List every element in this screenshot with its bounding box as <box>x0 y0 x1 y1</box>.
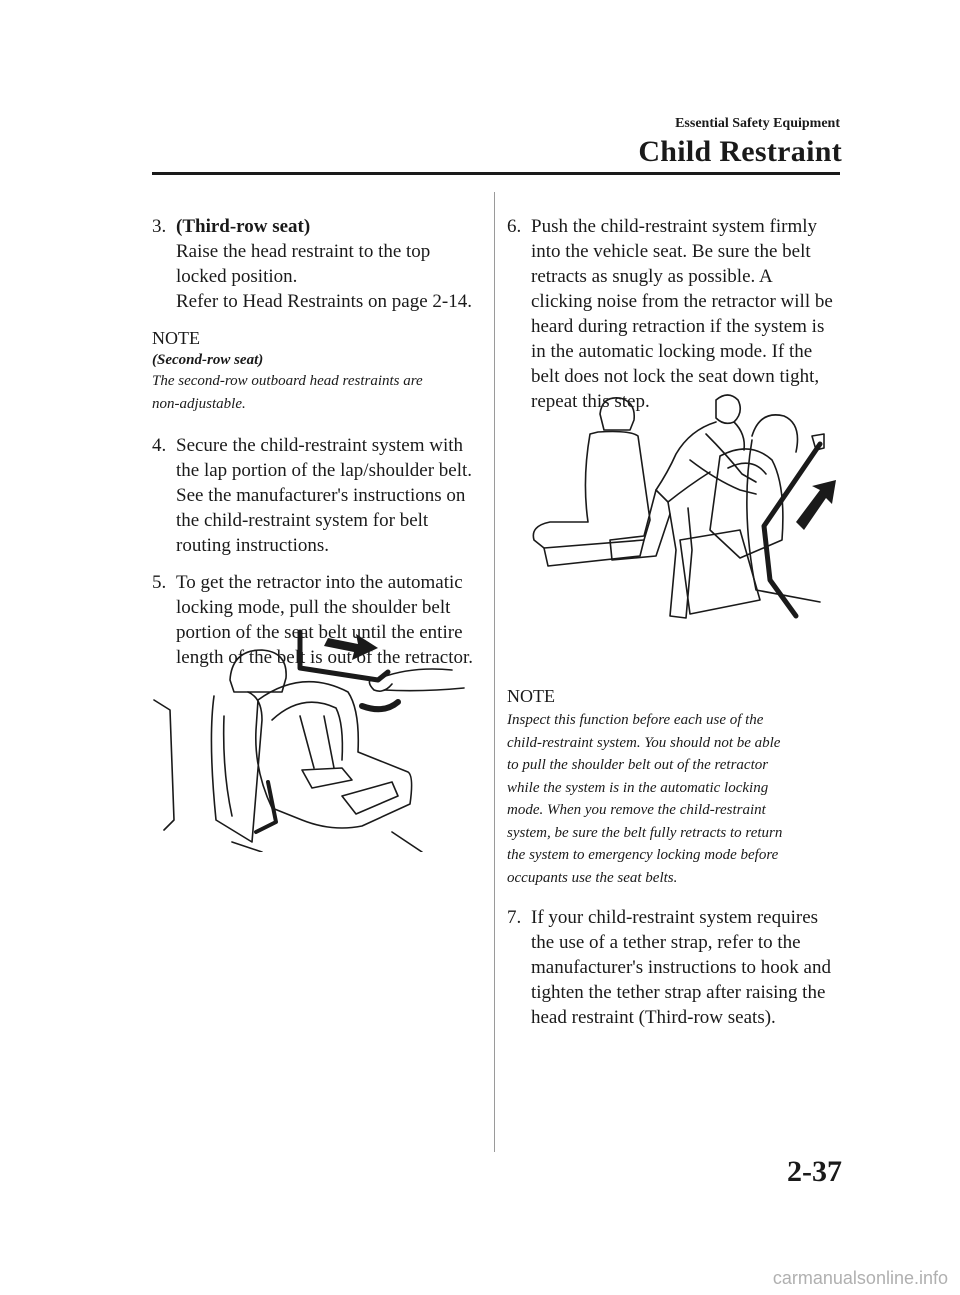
chapter-title: Child Restraint <box>638 135 842 168</box>
note-subheading: (Second-row seat) <box>152 352 264 368</box>
note-label: NOTE <box>152 328 200 348</box>
section-label: Essential Safety Equipment <box>675 116 840 131</box>
step-line: head restraint (Third-row seats). <box>531 1007 776 1028</box>
step-3 <box>152 214 482 314</box>
note-block <box>507 684 847 889</box>
right-column <box>507 214 847 1042</box>
step-number: 6. <box>507 216 522 237</box>
step-line: Raise the head restraint to the top <box>176 241 431 262</box>
note-line: to pull the shoulder belt out of the retractor <box>507 757 769 773</box>
watermark: carmanualsonline.info <box>772 1268 948 1288</box>
note-line: system, be sure the belt fully retracts to return <box>507 824 783 841</box>
step-line: the child-restraint system for belt <box>176 510 429 531</box>
step-line: portion of the seat belt until the entire <box>176 622 463 643</box>
step-line: Refer to Head Restraints on page 2-14. <box>176 291 472 312</box>
step-heading: (Third-row seat) <box>176 216 311 237</box>
column-divider <box>494 192 495 1152</box>
note-block <box>152 326 482 415</box>
step-line: clicking noise from the retractor will be <box>531 291 833 312</box>
step-line: routing instructions. <box>176 535 330 556</box>
step-line: repeat this step. <box>531 391 650 412</box>
push-child-seat-illustration <box>520 390 842 622</box>
step-line: See the manufacturer's instructions on <box>176 485 466 506</box>
step-line: the use of a tether strap, refer to the <box>531 932 801 953</box>
step-line: the lap portion of the lap/shoulder belt. <box>176 460 473 481</box>
step-line: Push the child-restraint system firmly <box>531 216 818 237</box>
step-line: locking mode, pull the shoulder belt <box>176 597 451 618</box>
step-line: locked position. <box>176 266 298 287</box>
step-number: 3. <box>152 216 167 237</box>
child-seat-illustration <box>152 620 472 852</box>
step-line: retracts as snugly as possible. A <box>531 266 773 287</box>
page-number: 2-37 <box>787 1155 842 1188</box>
step-number: 4. <box>152 435 167 456</box>
note-line: non-adjustable. <box>152 395 246 412</box>
step-4 <box>152 433 482 558</box>
step-6 <box>507 214 847 414</box>
step-line: heard during retraction if the system is <box>531 316 825 337</box>
step-line: If your child-restraint system requires <box>531 907 819 928</box>
note-line: the system to emergency locking mode before <box>507 847 779 863</box>
note-line: while the system is in the automatic locking <box>507 779 769 796</box>
note-line: Inspect this function before each use of the <box>507 712 764 728</box>
note-line: mode. When you remove the child-restraint <box>507 802 766 818</box>
left-column <box>152 214 482 682</box>
step-number: 5. <box>152 572 167 593</box>
step-line: into the vehicle seat. Be sure the belt <box>531 241 811 262</box>
note-line: occupants use the seat belts. <box>507 869 678 886</box>
step-line: Secure the child-restraint system with <box>176 435 464 456</box>
step-line: in the automatic locking mode. If the <box>531 341 813 362</box>
note-label: NOTE <box>507 686 555 706</box>
step-7 <box>507 905 847 1030</box>
step-line: manufacturer's instructions to hook and <box>531 957 831 978</box>
step-number: 7. <box>507 907 522 928</box>
note-line: The second-row outboard head restraints are <box>152 373 423 389</box>
step-line: belt does not lock the seat down tight, <box>531 366 820 387</box>
step-line: length of the belt is out of the retractor. <box>176 647 474 668</box>
note-line: child-restraint system. You should not be able <box>507 734 781 751</box>
header-rule <box>152 172 840 175</box>
step-line: To get the retractor into the automatic <box>176 572 463 593</box>
step-line: tighten the tether strap after raising the <box>531 982 826 1003</box>
